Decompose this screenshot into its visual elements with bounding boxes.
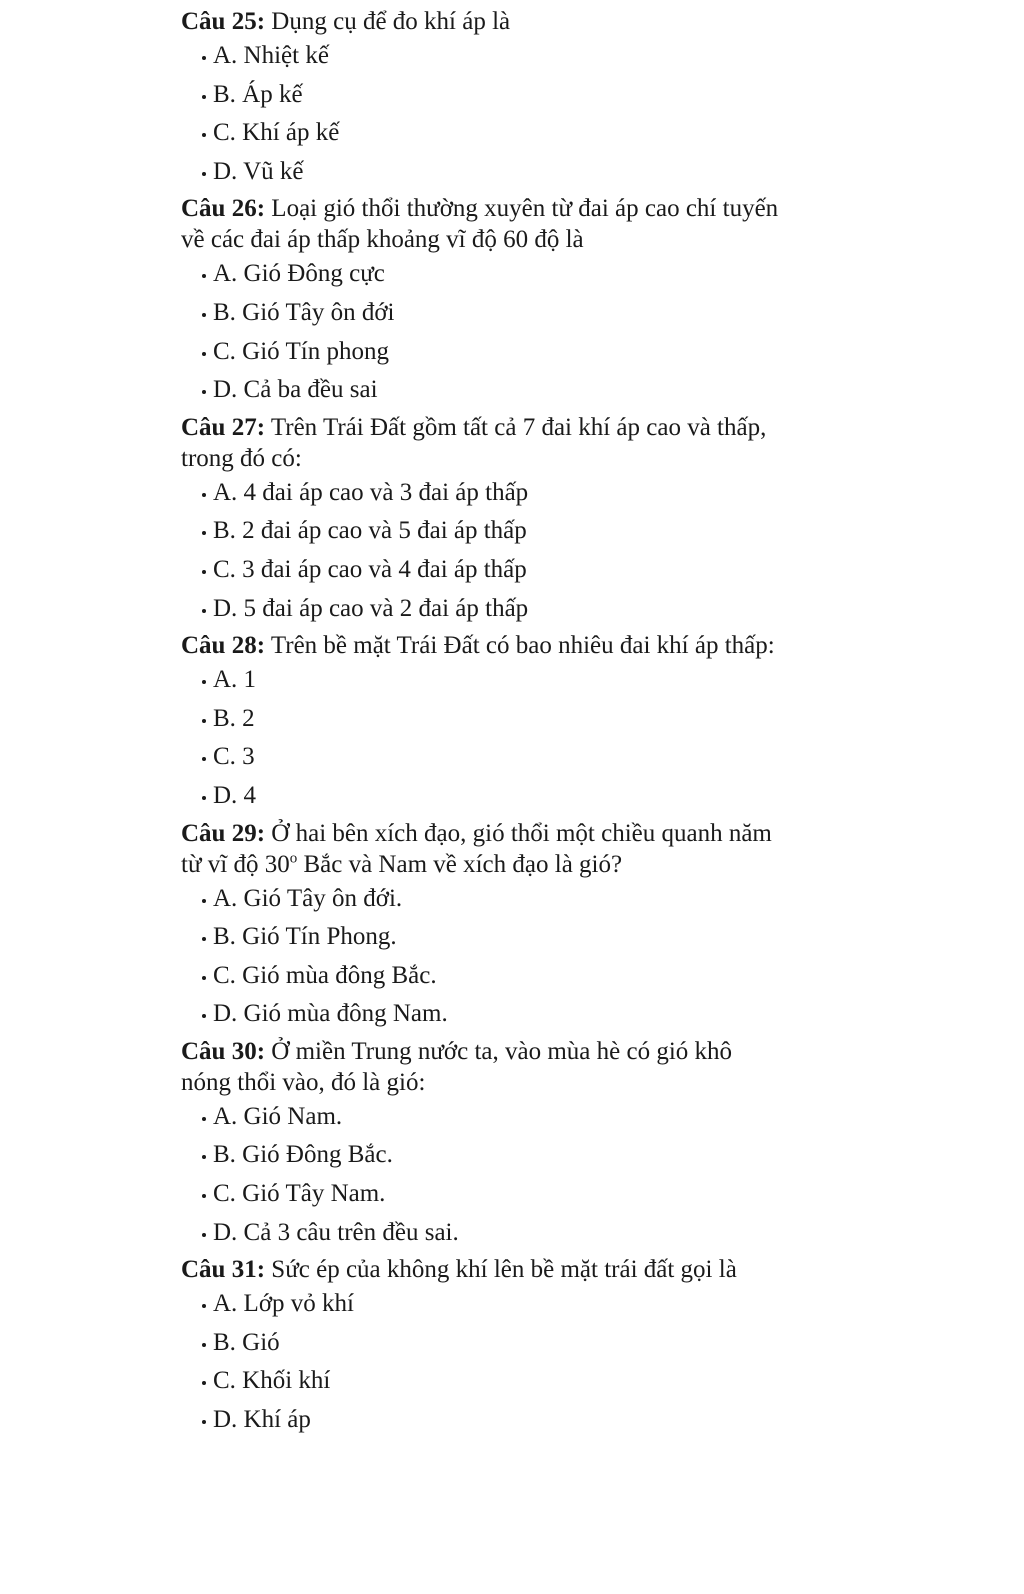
question-text xyxy=(181,4,781,37)
question-29 xyxy=(181,816,781,1034)
answer-option[interactable]: A. Gió Tây ôn đới. xyxy=(181,880,781,919)
question-27 xyxy=(181,410,781,628)
answer-option[interactable]: A. 1 xyxy=(181,661,781,700)
question-text xyxy=(181,410,781,474)
answer-option[interactable]: C. Khí áp kế xyxy=(181,114,781,153)
question-text xyxy=(181,628,781,661)
question-text xyxy=(181,816,781,880)
question-25 xyxy=(181,4,781,191)
answer-option[interactable]: D. Vũ kế xyxy=(181,153,781,192)
answer-option[interactable]: C. Khối khí xyxy=(181,1362,781,1401)
answer-option[interactable]: B. Gió Tây ôn đới xyxy=(181,294,781,333)
question-label: Câu 27: xyxy=(181,413,266,441)
answer-option[interactable]: D. Khí áp xyxy=(181,1401,781,1440)
question-body: Ở hai bên xích đạo, gió thổi một chiều quanh năm từ vĩ độ 30 xyxy=(181,819,772,878)
answer-options xyxy=(181,474,781,628)
answer-options xyxy=(181,255,781,409)
answer-option[interactable]: C. 3 đai áp cao và 4 đai áp thấp xyxy=(181,551,781,590)
answer-option[interactable]: C. 3 xyxy=(181,738,781,777)
quiz-document xyxy=(181,4,781,1440)
question-body: Trên Trái Đất gồm tất cả 7 đai khí áp cao và thấp, trong đó có: xyxy=(181,413,767,472)
question-label: Câu 25: xyxy=(181,8,266,35)
question-body-rest: Bắc và Nam về xích đạo là gió? xyxy=(297,850,623,878)
answer-options xyxy=(181,37,781,191)
answer-option[interactable]: A. Gió Đông cực xyxy=(181,255,781,294)
answer-option[interactable]: D. 4 xyxy=(181,777,781,816)
answer-option[interactable]: B. 2 đai áp cao và 5 đai áp thấp xyxy=(181,512,781,551)
answer-option[interactable]: A. 4 đai áp cao và 3 đai áp thấp xyxy=(181,474,781,513)
answer-option[interactable]: A. Nhiệt kế xyxy=(181,37,781,76)
answer-option[interactable]: D. Cả 3 câu trên đều sai. xyxy=(181,1214,781,1253)
question-label: Câu 26: xyxy=(181,195,266,223)
answer-option[interactable]: D. 5 đai áp cao và 2 đai áp thấp xyxy=(181,590,781,629)
answer-option[interactable]: D. Cả ba đều sai xyxy=(181,371,781,410)
question-label: Câu 30: xyxy=(181,1037,266,1065)
question-text xyxy=(181,1252,781,1285)
question-31 xyxy=(181,1252,781,1439)
answer-option[interactable]: B. Áp kế xyxy=(181,76,781,115)
answer-options xyxy=(181,661,781,815)
question-body: Trên bề mặt Trái Đất có bao nhiêu đai khí áp thấp: xyxy=(265,632,775,660)
question-30 xyxy=(181,1034,781,1252)
question-body: Loại gió thổi thường xuyên từ đai áp cao chí tuyến về các đai áp thấp khoảng vĩ độ 60 độ là xyxy=(181,195,779,254)
answer-option[interactable]: D. Gió mùa đông Nam. xyxy=(181,995,781,1034)
question-body: Dụng cụ để đo khí áp là xyxy=(265,8,511,35)
answer-options xyxy=(181,1285,781,1439)
answer-option[interactable]: A. Lớp vỏ khí xyxy=(181,1285,781,1324)
question-text xyxy=(181,1034,781,1098)
answer-options xyxy=(181,1098,781,1252)
question-text xyxy=(181,191,781,255)
answer-option[interactable]: B. Gió xyxy=(181,1324,781,1363)
question-label: Câu 31: xyxy=(181,1256,266,1284)
answer-option[interactable]: A. Gió Nam. xyxy=(181,1098,781,1137)
question-body: Sức ép của không khí lên bề mặt trái đất gọi là xyxy=(265,1256,737,1284)
answer-option[interactable]: C. Gió Tín phong xyxy=(181,333,781,372)
answer-option[interactable]: C. Gió mùa đông Bắc. xyxy=(181,957,781,996)
question-26 xyxy=(181,191,781,409)
answer-options xyxy=(181,880,781,1034)
answer-option[interactable]: B. Gió Đông Bắc. xyxy=(181,1136,781,1175)
question-label: Câu 28: xyxy=(181,632,266,660)
degree-superscript: o xyxy=(289,850,298,867)
answer-option[interactable]: C. Gió Tây Nam. xyxy=(181,1175,781,1214)
answer-option[interactable]: B. 2 xyxy=(181,700,781,739)
question-body: Ở miền Trung nước ta, vào mùa hè có gió khô nóng thổi vào, đó là gió: xyxy=(181,1037,733,1096)
answer-option[interactable]: B. Gió Tín Phong. xyxy=(181,918,781,957)
question-label: Câu 29: xyxy=(181,819,266,847)
question-28 xyxy=(181,628,781,815)
